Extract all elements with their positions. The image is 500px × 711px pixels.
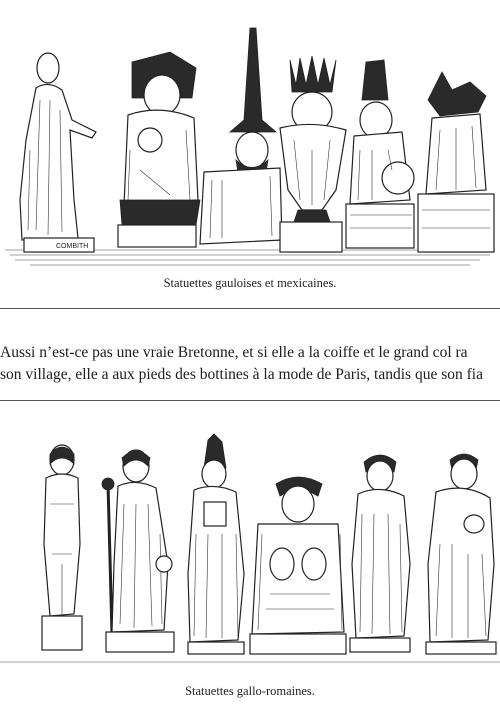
gaulish-mexican-statuettes-illustration: [0, 0, 500, 270]
bottom-engraving: [0, 404, 500, 674]
bottom-figure-caption: Statuettes gallo-romaines.: [185, 684, 315, 698]
statuette-enthroned-female: [250, 477, 346, 654]
top-divider-rule: [0, 308, 500, 309]
statuette-pointed-hat: [200, 28, 282, 244]
statuette-seated-draped-staff: [102, 450, 174, 652]
paragraph-line-1: Aussi n’est-ce pas une vraie Bretonne, et si elle a la coiffe et le grand col ra: [0, 344, 468, 361]
statuette-seated-headdress: [118, 52, 200, 247]
top-figure-caption: Statuettes gauloises et mexicaines.: [163, 276, 337, 290]
gallo-roman-statuettes-illustration: [0, 404, 500, 674]
statuette-nude-female: [42, 445, 82, 650]
bottom-divider-rule: [0, 400, 500, 401]
statuette-seated-nursing: [426, 454, 496, 654]
paragraph-line-2: son village, elle a aux pieds des bottines à la mode de Paris, tandis que son fia: [0, 366, 483, 383]
statuette-cylinder-headdress: [346, 60, 414, 248]
statuette-helmeted-female: [188, 434, 244, 654]
top-engraving: [0, 0, 500, 270]
statuette-feathered-headdress: [280, 56, 346, 252]
statuette-inscription: COMBITH: [56, 243, 89, 250]
statuette-robed-man: [20, 53, 96, 252]
statuette-animal-head: [418, 72, 494, 252]
statuette-standing-draped: [350, 455, 410, 652]
